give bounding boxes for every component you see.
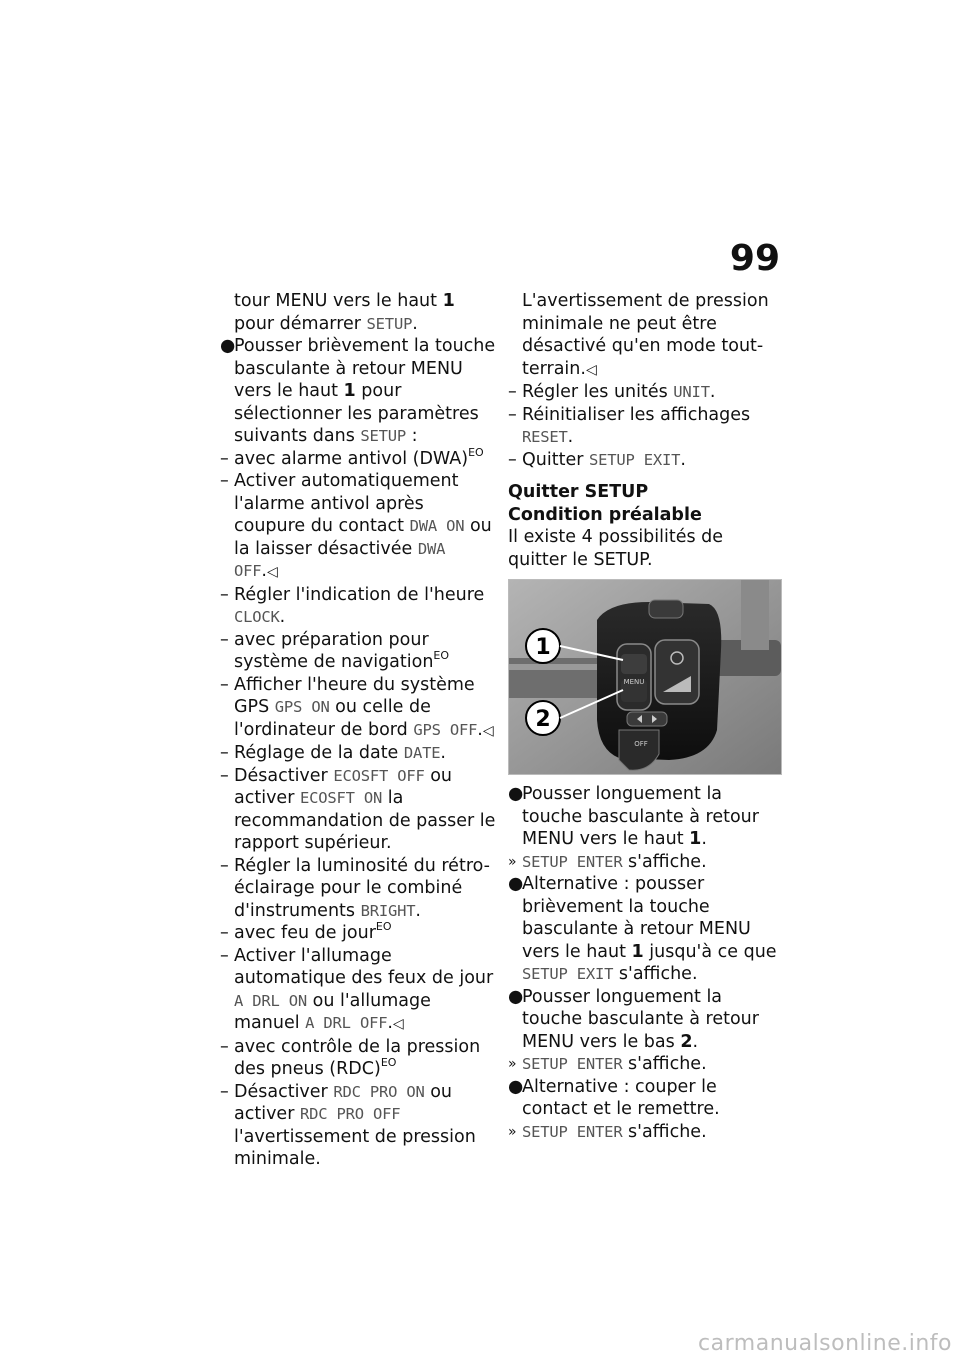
result-item: » SETUP ENTER s'affiche. (508, 851, 707, 872)
bullet-item: ● Pousser longuement la touche basculante à retour MENU vers le haut 1. (508, 784, 759, 849)
dash-item: – Réinitialiser les affichages RESET. (508, 404, 751, 447)
dash-item: – avec préparation pour système de navigation$^{EO}$ (220, 629, 450, 672)
callout-label-2: 2 (535, 707, 551, 732)
sub-heading: Condition préalable (508, 504, 702, 525)
end-triangle-icon: ◁ (585, 361, 597, 378)
text-line: pour démarrer SETUP. (234, 313, 418, 334)
text-line: tour MENU vers le haut 1 (234, 291, 455, 311)
end-triangle-icon: ◁ (392, 1016, 404, 1032)
section-heading: Quitter SETUP (508, 482, 649, 502)
dash-item: – Régler la luminosité du rétro-éclairage pour le combiné d'instruments BRIGHT. (220, 855, 490, 921)
dash-item: – Désactiver RDC PRO ON ou activer RDC PRO OFF l'avertissement de pression minimale. (220, 1081, 476, 1169)
dash-item: – avec contrôle de la pression des pneus (RDC)$^{EO}$ (220, 1036, 481, 1079)
dash-item: – Afficher l'heure du système GPS GPS ON ou celle de l'ordinateur de bord GPS OFF.◁ (220, 674, 494, 740)
text-paragraph: Il existe 4 possibilités de quitter le SETUP. (508, 527, 724, 570)
handlebar-switch-figure (508, 579, 782, 775)
end-triangle-icon: ◁ (266, 564, 278, 580)
dash-item: – Régler les unités UNIT. (508, 382, 716, 402)
off-button-label: OFF (634, 740, 648, 748)
bullet-item: ● Pousser longuement la touche basculante à retour MENU vers le bas 2. (508, 986, 759, 1052)
dash-item: – Réglage de la date DATE. (220, 743, 446, 763)
bullet-item: ● Alternative : couper le contact et le remettre. (508, 1076, 720, 1119)
bullet-marker: ● (220, 336, 236, 356)
right-column (508, 290, 780, 1143)
result-item: » SETUP ENTER s'affiche. (508, 1054, 707, 1074)
dash-item: – Activer l'allumage automatique des feux de jour A DRL ON ou l'allumage manuel A DRL OFF.◁ (220, 945, 494, 1033)
page-number: 99 (729, 238, 780, 279)
dash-item: – avec feu de jour$^{EO}$ (220, 920, 392, 943)
bullet-item: ● Alternative : pousser brièvement la touche basculante à retour MENU vers le haut 1 jusqu'à ce que SETUP EXIT s'affiche. (508, 874, 777, 984)
dash-item: – Désactiver ECOSFT OFF ou activer ECOSFT ON la recommandation de passer le rapport supérieur. (220, 765, 496, 853)
handlebar-switch-illustration (509, 580, 781, 774)
watermark: carmanualsonline.info (698, 1331, 952, 1356)
left-column (220, 290, 496, 1171)
dash-item: – avec alarme antivol (DWA)$^{EO}$ (220, 445, 484, 469)
menu-button-label: MENU (623, 678, 645, 686)
text-paragraph: L'avertissement de pression minimale ne peut être désactivé qu'en mode tout-terrain.◁ (522, 291, 769, 379)
result-item: » SETUP ENTER s'affiche. (508, 1121, 707, 1142)
bullet-item: ● Pousser brièvement la touche basculante à retour MENU vers le haut 1 pour sélectionner les paramètres suivants dans SETUP : (220, 336, 496, 446)
dash-item: – Régler l'indication de l'heure CLOCK. (220, 584, 485, 627)
callout-label-1: 1 (535, 635, 551, 660)
end-triangle-icon: ◁ (482, 722, 494, 739)
dash-item: – Activer automatiquement l'alarme antivol après coupure du contact DWA ON ou la laisser désactivée DWA OFF.◁ (220, 471, 492, 581)
dash-item: – Quitter SETUP EXIT. (508, 449, 686, 470)
